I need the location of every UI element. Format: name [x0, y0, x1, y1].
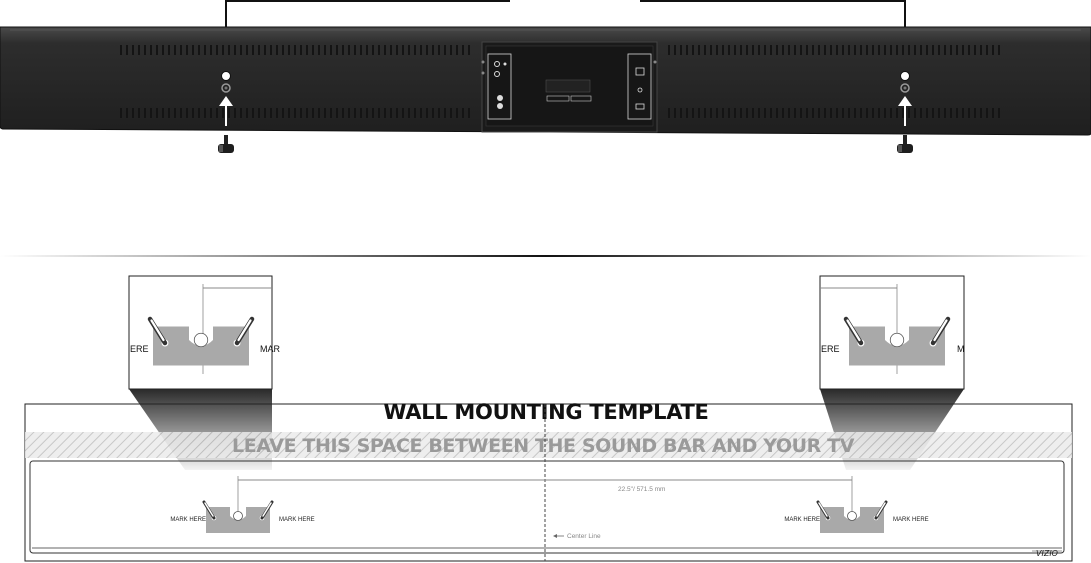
grille-slot — [818, 108, 820, 118]
grille-slot — [426, 108, 428, 118]
grille-slot — [414, 45, 416, 55]
grille-slot — [438, 45, 440, 55]
grille-slot — [692, 108, 694, 118]
grille-slot — [986, 45, 988, 55]
grille-slot — [198, 45, 200, 55]
center-line-arrow — [553, 534, 564, 538]
section-divider — [0, 255, 1091, 257]
grille-slot — [240, 45, 242, 55]
grille-slot — [824, 108, 826, 118]
grille-slot — [794, 45, 796, 55]
grille-slot — [902, 45, 904, 55]
grille-slot — [812, 45, 814, 55]
grille-slot — [348, 45, 350, 55]
grille-slot — [770, 108, 772, 118]
grille-slot — [258, 45, 260, 55]
grille-slot — [462, 108, 464, 118]
grille-slot — [168, 108, 170, 118]
grille-slot — [752, 45, 754, 55]
grille-slot — [198, 108, 200, 118]
grille-slot — [234, 45, 236, 55]
grille-slot — [986, 108, 988, 118]
grille-slot — [836, 45, 838, 55]
grille-slot — [788, 108, 790, 118]
grille-slot — [854, 108, 856, 118]
grille-slot — [770, 45, 772, 55]
grille-slot — [396, 108, 398, 118]
mark-here-label: MARK HERE — [279, 517, 315, 523]
grille-slot — [806, 108, 808, 118]
grille-slot — [138, 108, 140, 118]
grille-slot — [282, 45, 284, 55]
grille-slot — [348, 108, 350, 118]
zoom-right-mark-left: ERE — [821, 344, 840, 354]
grille-slot — [294, 45, 296, 55]
grille-slot — [764, 108, 766, 118]
grille-slot — [704, 45, 706, 55]
grille-slot — [432, 45, 434, 55]
grille-slot — [168, 45, 170, 55]
grille-slot — [992, 45, 994, 55]
grille-slot — [240, 108, 242, 118]
grille-slot — [264, 45, 266, 55]
grille-slot — [854, 45, 856, 55]
grille-slot — [282, 108, 284, 118]
grille-slot — [270, 45, 272, 55]
grille-slot — [126, 108, 128, 118]
grille-slot — [324, 45, 326, 55]
grille-slot — [896, 45, 898, 55]
grille-slot — [354, 45, 356, 55]
grille-slot — [998, 108, 1000, 118]
grille-slot — [686, 108, 688, 118]
grille-slot — [872, 45, 874, 55]
grille-slot — [372, 108, 374, 118]
center-line-label: Center Line — [567, 533, 601, 540]
grille-slot — [330, 108, 332, 118]
grille-slot — [216, 108, 218, 118]
grille-slot — [408, 108, 410, 118]
grille-slot — [950, 108, 952, 118]
grille-slot — [920, 45, 922, 55]
soundbar-outline — [30, 461, 1064, 553]
grille-slot — [992, 108, 994, 118]
grille-slot — [174, 45, 176, 55]
grille-slot — [144, 108, 146, 118]
grille-slot — [716, 108, 718, 118]
mark-here-label: MARK HERE — [170, 517, 206, 523]
grille-slot — [800, 108, 802, 118]
grille-slot — [890, 45, 892, 55]
zoom-detail-left — [129, 276, 281, 389]
grille-slot — [776, 108, 778, 118]
grille-slot — [360, 108, 362, 118]
grille-slot — [300, 108, 302, 118]
grille-slot — [126, 45, 128, 55]
zoom-right-mark-right: M — [957, 344, 965, 354]
grille-slot — [782, 108, 784, 118]
grille-slot — [950, 45, 952, 55]
grille-slot — [444, 108, 446, 118]
grille-slot — [144, 45, 146, 55]
grille-slot — [740, 45, 742, 55]
grille-slot — [420, 108, 422, 118]
screw-right — [897, 135, 913, 153]
grille-slot — [270, 108, 272, 118]
grille-slot — [812, 108, 814, 118]
grille-slot — [378, 45, 380, 55]
grille-slot — [408, 45, 410, 55]
grille-slot — [740, 108, 742, 118]
grille-slot — [210, 108, 212, 118]
grille-slot — [120, 45, 122, 55]
grille-slot — [884, 108, 886, 118]
grille-slot — [764, 45, 766, 55]
grille-slot — [806, 45, 808, 55]
grille-slot — [228, 45, 230, 55]
grille-slot — [698, 45, 700, 55]
grille-slot — [974, 108, 976, 118]
grille-slot — [776, 45, 778, 55]
grille-slot — [252, 45, 254, 55]
grille-slot — [962, 45, 964, 55]
grille-slot — [968, 108, 970, 118]
grille-slot — [384, 108, 386, 118]
grille-slot — [884, 45, 886, 55]
grille-slot — [728, 45, 730, 55]
spacer-text: LEAVE THIS SPACE BETWEEN THE SOUND BAR AND YOUR TV — [232, 435, 854, 457]
grille-slot — [456, 108, 458, 118]
grille-slot — [132, 45, 134, 55]
grille-slot — [848, 45, 850, 55]
grille-slot — [674, 108, 676, 118]
grille-slot — [860, 45, 862, 55]
grille-slot — [866, 45, 868, 55]
dimension-text: 22.5"/ 571.5 mm — [618, 486, 666, 493]
grille-slot — [932, 45, 934, 55]
grille-slot — [914, 45, 916, 55]
grille-slot — [222, 45, 224, 55]
grille-slot — [788, 45, 790, 55]
grille-slot — [890, 108, 892, 118]
grille-slot — [842, 108, 844, 118]
grille-slot — [692, 45, 694, 55]
soundbar-rear-view — [0, 1, 1091, 153]
grille-slot — [824, 45, 826, 55]
grille-slot — [324, 108, 326, 118]
grille-slot — [318, 45, 320, 55]
grille-slot — [288, 108, 290, 118]
grille-slot — [746, 108, 748, 118]
grille-slot — [246, 108, 248, 118]
grille-slot — [246, 45, 248, 55]
grille-slot — [252, 108, 254, 118]
grille-slot — [306, 45, 308, 55]
grille-slot — [366, 108, 368, 118]
grille-slot — [180, 108, 182, 118]
grille-slot — [468, 108, 470, 118]
grille-slot — [938, 108, 940, 118]
grille-slot — [704, 108, 706, 118]
grille-slot — [162, 108, 164, 118]
grille-slot — [782, 45, 784, 55]
grille-slot — [830, 108, 832, 118]
grille-slot — [258, 108, 260, 118]
grille-slot — [120, 108, 122, 118]
grille-slot — [956, 108, 958, 118]
grille-slot — [162, 45, 164, 55]
grille-slot — [390, 45, 392, 55]
zoom-left-mark-right: MAR — [260, 344, 280, 354]
template-title: WALL MOUNTING TEMPLATE — [383, 400, 709, 424]
grille-slot — [132, 108, 134, 118]
grille-slot — [186, 45, 188, 55]
grille-slot — [174, 108, 176, 118]
zoom-detail-right — [820, 276, 965, 389]
grille-slot — [228, 108, 230, 118]
grille-slot — [752, 108, 754, 118]
grille-slot — [710, 45, 712, 55]
grille-slot — [462, 45, 464, 55]
grille-slot — [420, 45, 422, 55]
grille-slot — [920, 108, 922, 118]
brand-logo: VIZIO — [1036, 549, 1058, 558]
grille-slot — [390, 108, 392, 118]
grille-slot — [186, 108, 188, 118]
grille-slot — [962, 108, 964, 118]
grille-slot — [896, 108, 898, 118]
grille-slot — [746, 45, 748, 55]
grille-slot — [456, 45, 458, 55]
grille-slot — [336, 108, 338, 118]
grille-slot — [438, 108, 440, 118]
grille-slot — [818, 45, 820, 55]
grille-slot — [156, 45, 158, 55]
grille-slot — [384, 45, 386, 55]
grille-slot — [716, 45, 718, 55]
grille-slot — [866, 108, 868, 118]
grille-slot — [944, 45, 946, 55]
grille-slot — [734, 45, 736, 55]
grille-slot — [150, 45, 152, 55]
grille-slot — [872, 108, 874, 118]
grille-slot — [312, 45, 314, 55]
grille-slot — [842, 45, 844, 55]
grille-slot — [998, 45, 1000, 55]
grille-slot — [444, 45, 446, 55]
grille-slot — [710, 108, 712, 118]
grille-slot — [878, 108, 880, 118]
grille-slot — [836, 108, 838, 118]
zoom-left-mark-left: ERE — [130, 344, 149, 354]
grille-slot — [288, 45, 290, 55]
grille-slot — [342, 108, 344, 118]
grille-slot — [908, 45, 910, 55]
grille-slot — [360, 45, 362, 55]
mark-here-label: MARK HERE — [893, 517, 929, 523]
grille-slot — [150, 108, 152, 118]
grille-slot — [450, 108, 452, 118]
grille-slot — [668, 45, 670, 55]
grille-slot — [372, 45, 374, 55]
grille-slot — [758, 108, 760, 118]
grille-slot — [968, 45, 970, 55]
grille-slot — [192, 108, 194, 118]
grille-slot — [680, 108, 682, 118]
grille-slot — [426, 45, 428, 55]
grille-slot — [216, 45, 218, 55]
grille-slot — [932, 108, 934, 118]
grille-slot — [204, 108, 206, 118]
grille-slot — [902, 108, 904, 118]
grille-slot — [414, 108, 416, 118]
grille-slot — [318, 108, 320, 118]
grille-slot — [276, 45, 278, 55]
grille-slot — [156, 108, 158, 118]
grille-slot — [402, 45, 404, 55]
grille-slot — [180, 45, 182, 55]
grille-slot — [722, 108, 724, 118]
grille-slot — [956, 45, 958, 55]
grille-slot — [914, 108, 916, 118]
grille-slot — [450, 45, 452, 55]
grille-slot — [926, 108, 928, 118]
grille-slot — [432, 108, 434, 118]
screw-left — [218, 135, 234, 153]
grille-slot — [306, 108, 308, 118]
grille-slot — [396, 45, 398, 55]
grille-slot — [908, 108, 910, 118]
grille-slot — [222, 108, 224, 118]
mark-here-label: MARK HERE — [784, 517, 820, 523]
port-panel — [482, 42, 658, 132]
grille-slot — [366, 45, 368, 55]
grille-slot — [402, 108, 404, 118]
grille-slot — [210, 45, 212, 55]
grille-slot — [944, 108, 946, 118]
grille-slot — [336, 45, 338, 55]
grille-slot — [734, 108, 736, 118]
grille-slot — [674, 45, 676, 55]
grille-slot — [300, 45, 302, 55]
grille-slot — [878, 45, 880, 55]
grille-slot — [312, 108, 314, 118]
grille-slot — [468, 45, 470, 55]
grille-slot — [294, 108, 296, 118]
grille-slot — [980, 108, 982, 118]
grille-slot — [204, 45, 206, 55]
grille-slot — [926, 45, 928, 55]
grille-slot — [342, 45, 344, 55]
grille-slot — [848, 108, 850, 118]
grille-slot — [264, 108, 266, 118]
grille-slot — [800, 45, 802, 55]
grille-slot — [830, 45, 832, 55]
grille-slot — [722, 45, 724, 55]
grille-slot — [758, 45, 760, 55]
grille-slot — [980, 45, 982, 55]
grille-slot — [860, 108, 862, 118]
grille-slot — [192, 45, 194, 55]
grille-slot — [686, 45, 688, 55]
grille-slot — [330, 45, 332, 55]
grille-slot — [794, 108, 796, 118]
grille-slot — [680, 45, 682, 55]
grille-slot — [938, 45, 940, 55]
grille-slot — [276, 108, 278, 118]
grille-slot — [668, 108, 670, 118]
grille-slot — [138, 45, 140, 55]
grille-slot — [698, 108, 700, 118]
grille-slot — [728, 108, 730, 118]
grille-slot — [354, 108, 356, 118]
grille-slot — [234, 108, 236, 118]
grille-slot — [974, 45, 976, 55]
grille-slot — [378, 108, 380, 118]
